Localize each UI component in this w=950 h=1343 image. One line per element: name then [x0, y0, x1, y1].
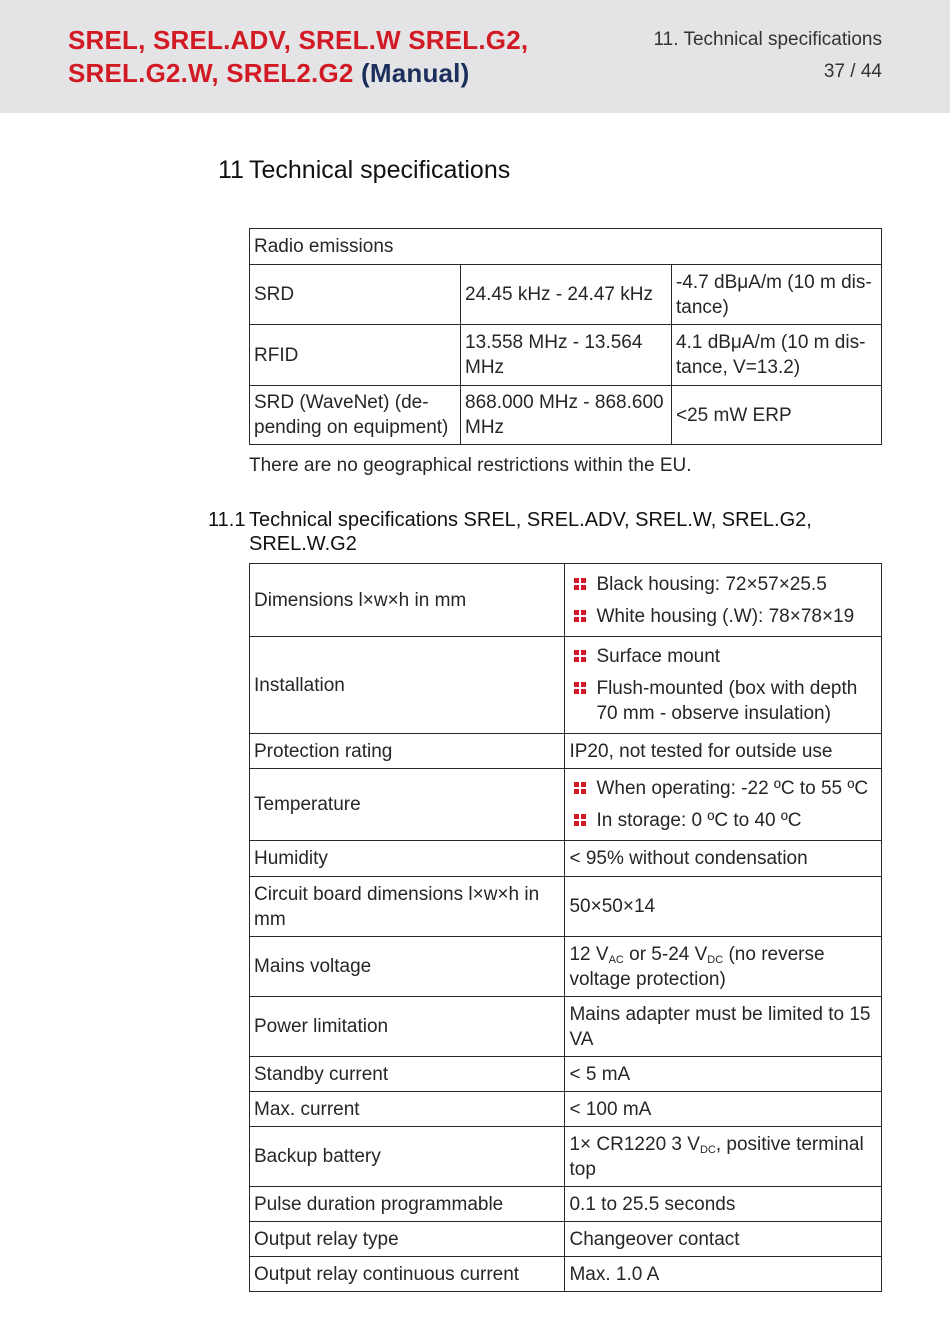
list-item-text: In storage: 0 ºC to 40 ºC — [596, 810, 802, 831]
radio-name-cell: SRD — [250, 265, 461, 325]
spec-label: Mains voltage — [250, 937, 565, 997]
list-item-text: Black housing: 72×57×25.5 — [596, 573, 827, 595]
spec-label: Power limitation — [250, 997, 565, 1057]
table-row — [250, 325, 882, 386]
spec-value: < 95% without condensation — [565, 841, 882, 877]
list-item-text: Surface mount — [596, 646, 721, 667]
table-row — [250, 769, 882, 841]
page-header — [0, 0, 950, 113]
bullet-icon — [574, 610, 586, 622]
table-row — [250, 1187, 882, 1222]
list-item — [569, 644, 877, 669]
spec-label: Pulse duration programmable — [250, 1187, 565, 1222]
table-caption: Radio emissions — [250, 229, 882, 265]
spec-value: 50×50×14 — [565, 877, 882, 937]
table-row — [250, 637, 882, 734]
table-row — [250, 386, 882, 445]
spec-value: Max. 1.0 A — [565, 1257, 882, 1292]
table-row — [250, 1057, 882, 1092]
spec-label: Installation — [250, 637, 565, 734]
table-row — [250, 564, 882, 637]
spec-value: Changeover contact — [565, 1222, 882, 1257]
spec-value: Mains adapter must be limited to 15 VA — [565, 997, 882, 1057]
radio-power-cell: 4.1 dBμA/m (10 m dis-tance, V=13.2) — [672, 325, 882, 386]
table-row — [250, 1257, 882, 1292]
list-item-text: Flush-mounted (box with depth 70 mm - observe insulation) — [596, 678, 858, 724]
bullet-list — [569, 644, 877, 726]
document-title — [68, 24, 528, 90]
radio-power-cell: -4.7 dBμA/m (10 m dis-tance) — [672, 265, 882, 325]
specifications-table — [249, 563, 882, 1292]
spec-label: Dimensions l×w×h in mm — [250, 564, 565, 637]
spec-label: Temperature — [250, 769, 565, 841]
spec-label: Protection rating — [250, 734, 565, 769]
table-row — [250, 734, 882, 769]
bullet-icon — [574, 578, 586, 590]
table-row — [250, 1222, 882, 1257]
title-line-1: SREL, SREL.ADV, SREL.W SREL.G2, — [68, 25, 529, 55]
spec-value — [565, 564, 882, 637]
table-row — [250, 1127, 882, 1187]
bullet-icon — [574, 814, 586, 826]
geographic-note: There are no geographical restrictions within the EU. — [249, 455, 692, 476]
radio-emissions-table — [249, 228, 882, 445]
table-row — [250, 1092, 882, 1127]
spec-label: Circuit board dimensions l×w×h in mm — [250, 877, 565, 937]
list-item-text: When operating: -22 ºC to 55 ºC — [596, 778, 869, 799]
table-row — [250, 841, 882, 877]
spec-label: Output relay continuous current — [250, 1257, 565, 1292]
spec-value: IP20, not tested for outside use — [565, 734, 882, 769]
bullet-icon — [574, 682, 586, 694]
spec-value: 0.1 to 25.5 seconds — [565, 1187, 882, 1222]
battery-text: 1× CR1220 3 V — [569, 1133, 700, 1155]
table-row — [250, 937, 882, 997]
title-line-2: SREL.G2.W, SREL2.G2 — [68, 58, 354, 88]
list-item — [569, 604, 877, 629]
spec-value — [565, 1127, 882, 1187]
radio-frequency-cell: 868.000 MHz - 868.600 MHz — [461, 386, 672, 445]
spec-value: < 100 mA — [565, 1092, 882, 1127]
spec-value — [565, 937, 882, 997]
spec-label: Humidity — [250, 841, 565, 877]
title-suffix: (Manual) — [360, 58, 470, 88]
chapter-heading — [218, 156, 510, 185]
section-number: 11.1 — [208, 509, 246, 531]
list-item — [569, 776, 877, 801]
radio-name-cell: SRD (WaveNet) (de-pending on equipment) — [250, 386, 461, 445]
spec-label: Standby current — [250, 1057, 565, 1092]
spec-label: Backup battery — [250, 1127, 565, 1187]
list-item — [569, 676, 877, 726]
table-row — [250, 229, 882, 265]
radio-frequency-cell: 13.558 MHz - 13.564 MHz — [461, 325, 672, 386]
table-row — [250, 997, 882, 1057]
battery-subscript: DC — [699, 1143, 716, 1156]
spec-value: < 5 mA — [565, 1057, 882, 1092]
chapter-title: Technical specifications — [249, 156, 511, 184]
header-section-name: 11. Technical specifications — [653, 29, 882, 50]
bullet-list — [569, 572, 877, 629]
bullet-list — [569, 776, 877, 833]
voltage-text: (no reverse voltage protection) — [569, 943, 825, 990]
chapter-number: 11 — [218, 156, 244, 184]
spec-value — [565, 769, 882, 841]
spec-label: Output relay type — [250, 1222, 565, 1257]
list-item — [569, 572, 877, 597]
bullet-icon — [574, 782, 586, 794]
table-row — [250, 877, 882, 937]
radio-name-cell: RFID — [250, 325, 461, 386]
battery-text: , positive terminal top — [569, 1133, 864, 1180]
section-title: Technical specifications SREL, SREL.ADV, SREL.W, SREL.G2, SREL.W.G2 — [249, 509, 812, 555]
page-number: 37 / 44 — [823, 61, 882, 82]
voltage-subscript: AC — [608, 953, 624, 966]
radio-frequency-cell: 24.45 kHz - 24.47 kHz — [461, 265, 672, 325]
radio-power-cell: <25 mW ERP — [672, 386, 882, 445]
list-item-text: White housing (.W): 78×78×19 — [596, 605, 855, 627]
voltage-subscript: DC — [707, 953, 724, 966]
table-row — [250, 265, 882, 325]
list-item — [569, 808, 877, 833]
voltage-text: 12 V — [569, 943, 609, 965]
voltage-text: or 5-24 V — [623, 943, 708, 965]
bullet-icon — [574, 650, 586, 662]
spec-value — [565, 637, 882, 734]
spec-label: Max. current — [250, 1092, 565, 1127]
